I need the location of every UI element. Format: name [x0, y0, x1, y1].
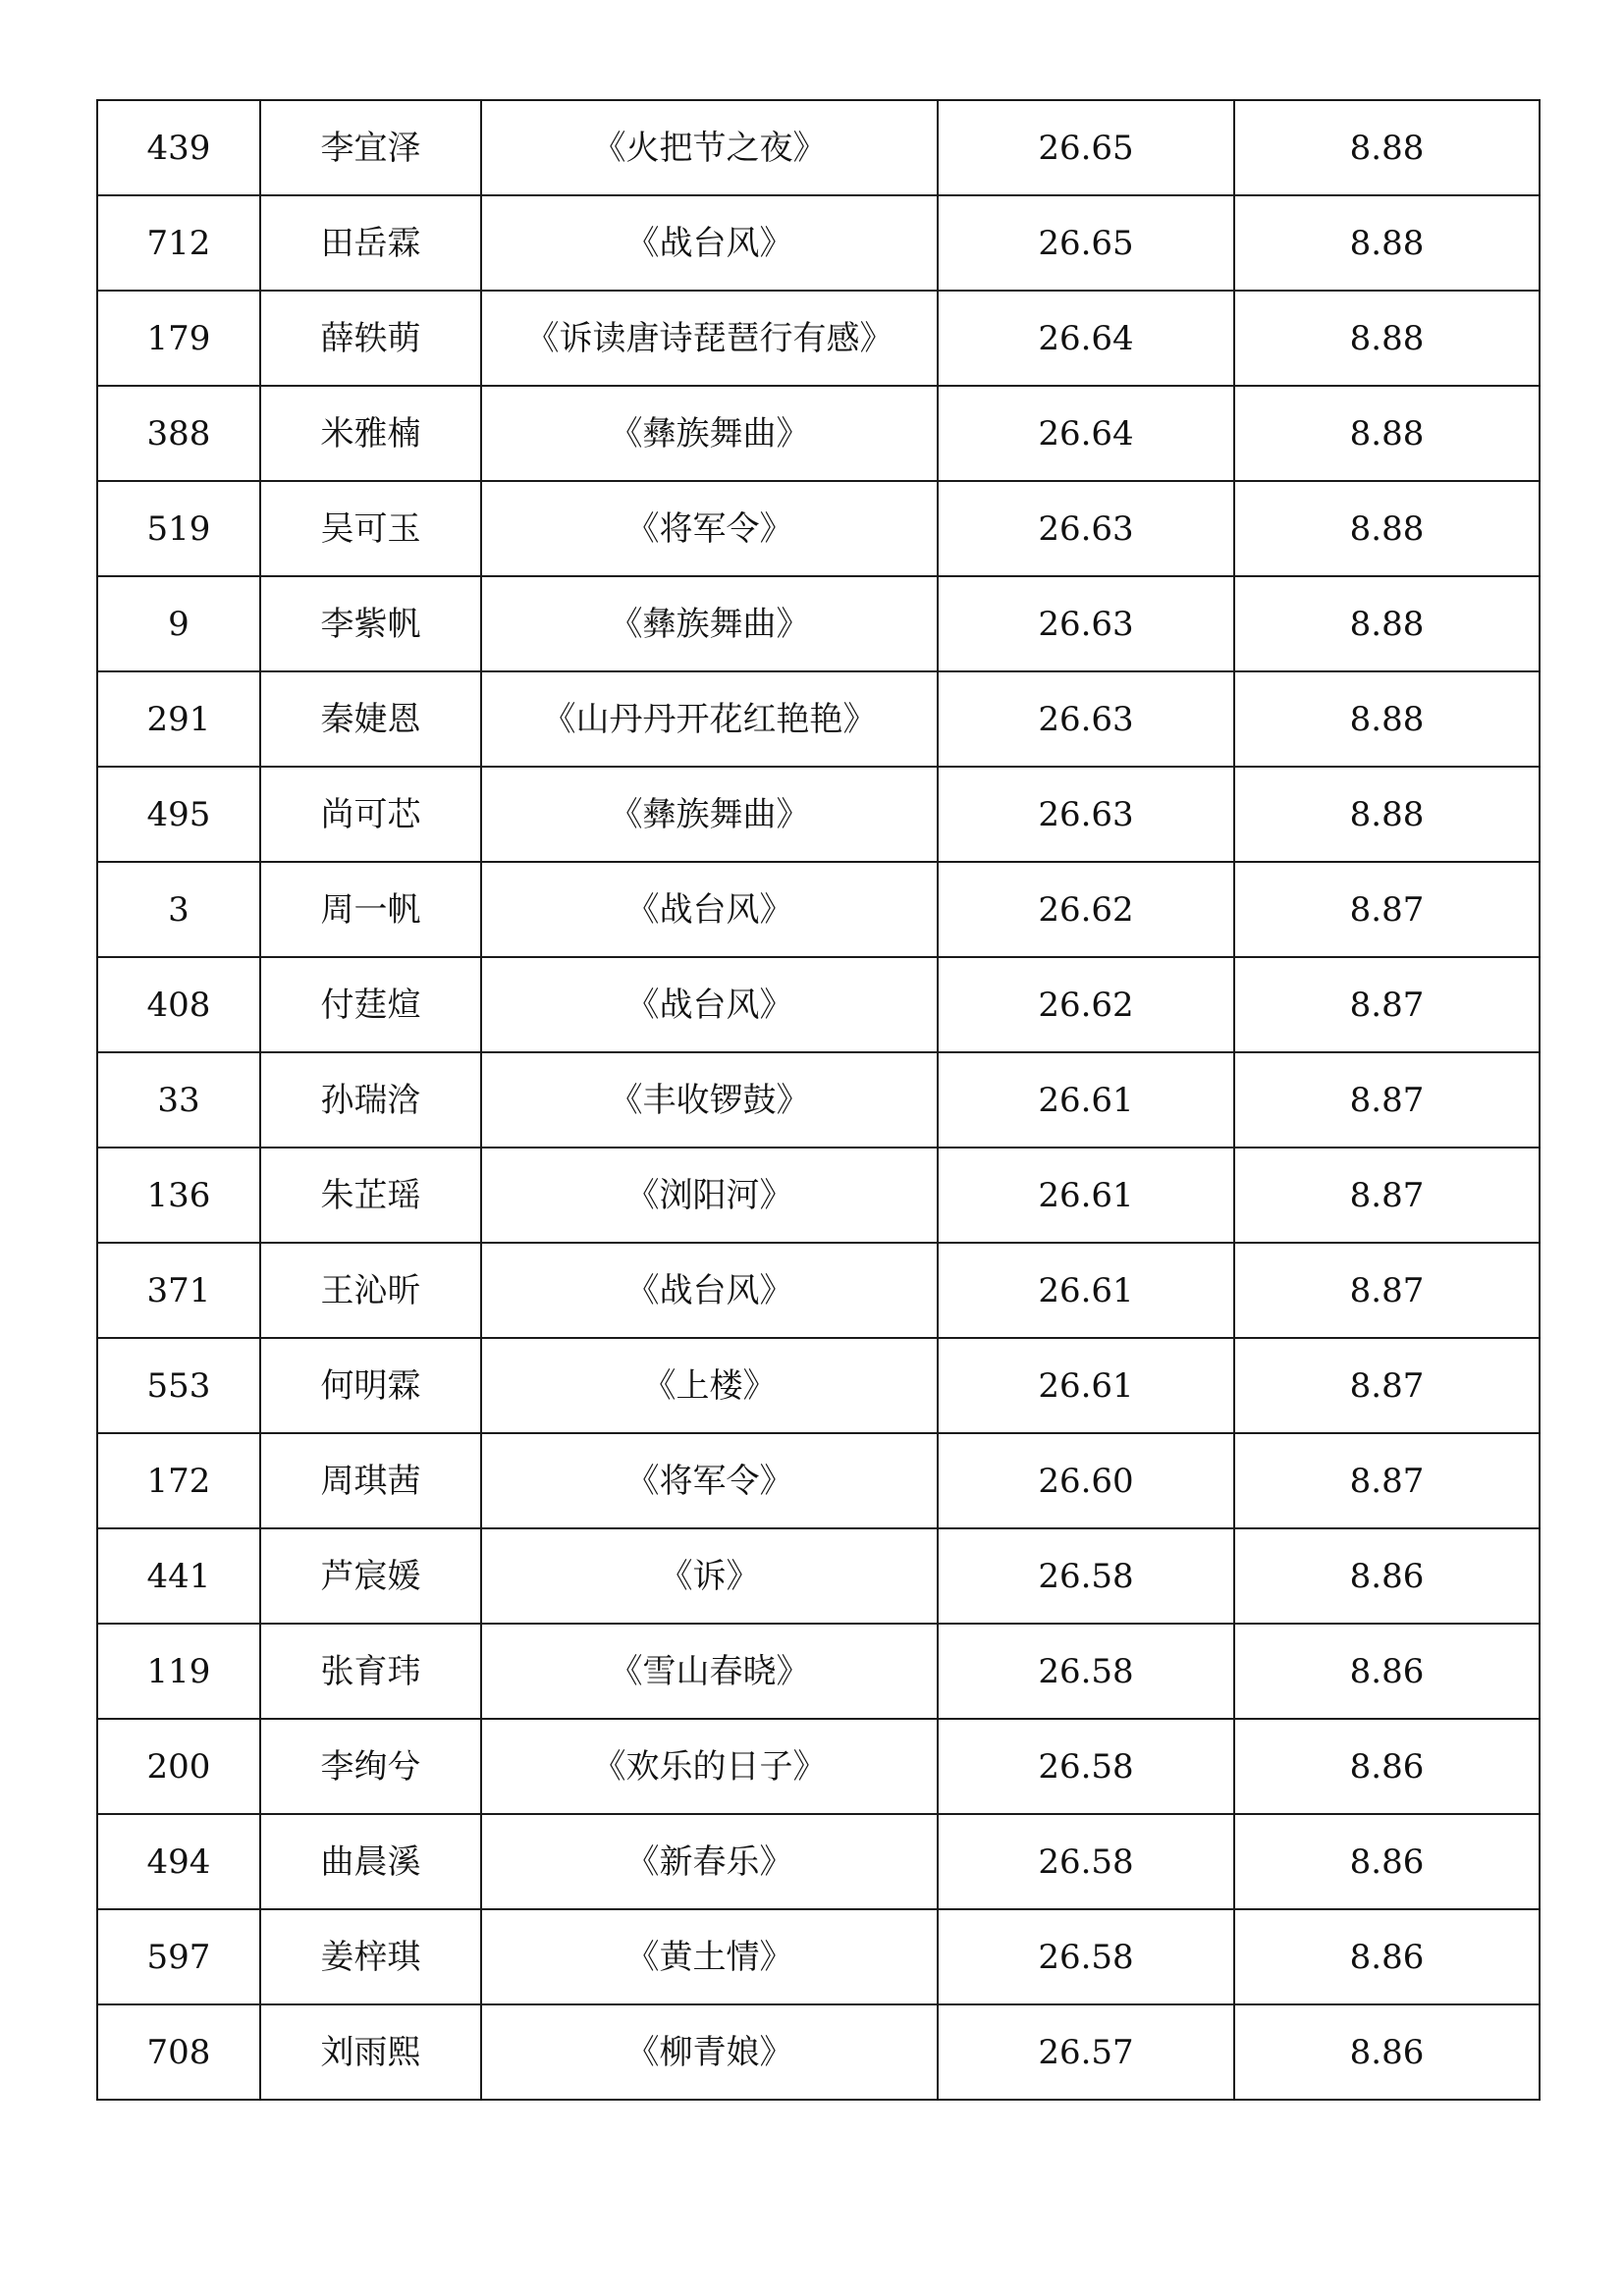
total-score-cell: 26.61	[938, 1052, 1234, 1148]
contestant-number-cell: 519	[97, 481, 260, 576]
total-score-cell: 26.65	[938, 195, 1234, 291]
total-score-cell: 26.58	[938, 1624, 1234, 1719]
contestant-number-cell: 597	[97, 1909, 260, 2004]
average-score-cell: 8.87	[1234, 1433, 1540, 1528]
average-score-cell: 8.86	[1234, 2004, 1540, 2100]
piece-title-cell: 《战台风》	[481, 957, 938, 1052]
total-score-cell: 26.63	[938, 481, 1234, 576]
total-score-cell: 26.63	[938, 576, 1234, 671]
contestant-name-cell: 张育玮	[260, 1624, 481, 1719]
average-score-cell: 8.88	[1234, 291, 1540, 386]
piece-title-cell: 《战台风》	[481, 195, 938, 291]
contestant-number-cell: 179	[97, 291, 260, 386]
average-score-cell: 8.88	[1234, 671, 1540, 767]
total-score-cell: 26.63	[938, 671, 1234, 767]
piece-title-cell: 《柳青娘》	[481, 2004, 938, 2100]
total-score-cell: 26.64	[938, 386, 1234, 481]
contestant-number-cell: 200	[97, 1719, 260, 1814]
piece-title-cell: 《山丹丹开花红艳艳》	[481, 671, 938, 767]
total-score-cell: 26.57	[938, 2004, 1234, 2100]
table-row	[97, 1052, 1540, 1148]
piece-title-cell: 《雪山春晓》	[481, 1624, 938, 1719]
total-score-cell: 26.64	[938, 291, 1234, 386]
average-score-cell: 8.87	[1234, 957, 1540, 1052]
table-row	[97, 1243, 1540, 1338]
contestant-name-cell: 周一帆	[260, 862, 481, 957]
table-row	[97, 195, 1540, 291]
contestant-number-cell: 712	[97, 195, 260, 291]
total-score-cell: 26.65	[938, 100, 1234, 195]
score-table-body	[97, 100, 1540, 2100]
contestant-name-cell: 李宜泽	[260, 100, 481, 195]
table-row	[97, 1528, 1540, 1624]
average-score-cell: 8.87	[1234, 1148, 1540, 1243]
total-score-cell: 26.62	[938, 862, 1234, 957]
table-row	[97, 1909, 1540, 2004]
piece-title-cell: 《丰收锣鼓》	[481, 1052, 938, 1148]
piece-title-cell: 《欢乐的日子》	[481, 1719, 938, 1814]
total-score-cell: 26.58	[938, 1909, 1234, 2004]
total-score-cell: 26.58	[938, 1814, 1234, 1909]
piece-title-cell: 《彝族舞曲》	[481, 386, 938, 481]
contestant-number-cell: 495	[97, 767, 260, 862]
score-table	[96, 99, 1541, 2101]
contestant-number-cell: 553	[97, 1338, 260, 1433]
contestant-number-cell: 388	[97, 386, 260, 481]
contestant-number-cell: 494	[97, 1814, 260, 1909]
table-row	[97, 862, 1540, 957]
average-score-cell: 8.88	[1234, 386, 1540, 481]
average-score-cell: 8.88	[1234, 195, 1540, 291]
average-score-cell: 8.88	[1234, 100, 1540, 195]
table-row	[97, 1433, 1540, 1528]
average-score-cell: 8.86	[1234, 1719, 1540, 1814]
table-row	[97, 767, 1540, 862]
table-row	[97, 481, 1540, 576]
table-row	[97, 2004, 1540, 2100]
table-row	[97, 671, 1540, 767]
average-score-cell: 8.88	[1234, 481, 1540, 576]
average-score-cell: 8.87	[1234, 1052, 1540, 1148]
contestant-name-cell: 付莛煊	[260, 957, 481, 1052]
contestant-name-cell: 周琪茜	[260, 1433, 481, 1528]
average-score-cell: 8.87	[1234, 862, 1540, 957]
average-score-cell: 8.86	[1234, 1624, 1540, 1719]
piece-title-cell: 《新春乐》	[481, 1814, 938, 1909]
table-row	[97, 100, 1540, 195]
total-score-cell: 26.62	[938, 957, 1234, 1052]
table-row	[97, 1148, 1540, 1243]
contestant-name-cell: 李紫帆	[260, 576, 481, 671]
table-row	[97, 1338, 1540, 1433]
contestant-name-cell: 孙瑞浛	[260, 1052, 481, 1148]
contestant-number-cell: 33	[97, 1052, 260, 1148]
contestant-number-cell: 708	[97, 2004, 260, 2100]
table-row	[97, 1624, 1540, 1719]
total-score-cell: 26.61	[938, 1338, 1234, 1433]
table-row	[97, 291, 1540, 386]
average-score-cell: 8.86	[1234, 1814, 1540, 1909]
average-score-cell: 8.88	[1234, 576, 1540, 671]
contestant-number-cell: 441	[97, 1528, 260, 1624]
piece-title-cell: 《将军令》	[481, 481, 938, 576]
contestant-name-cell: 朱芷瑶	[260, 1148, 481, 1243]
contestant-name-cell: 薛轶萌	[260, 291, 481, 386]
total-score-cell: 26.60	[938, 1433, 1234, 1528]
total-score-cell: 26.61	[938, 1148, 1234, 1243]
contestant-number-cell: 3	[97, 862, 260, 957]
table-row	[97, 386, 1540, 481]
average-score-cell: 8.86	[1234, 1909, 1540, 2004]
total-score-cell: 26.63	[938, 767, 1234, 862]
total-score-cell: 26.61	[938, 1243, 1234, 1338]
contestant-name-cell: 王沁昕	[260, 1243, 481, 1338]
table-row	[97, 1814, 1540, 1909]
piece-title-cell: 《彝族舞曲》	[481, 767, 938, 862]
contestant-number-cell: 9	[97, 576, 260, 671]
piece-title-cell: 《火把节之夜》	[481, 100, 938, 195]
average-score-cell: 8.87	[1234, 1338, 1540, 1433]
average-score-cell: 8.86	[1234, 1528, 1540, 1624]
total-score-cell: 26.58	[938, 1528, 1234, 1624]
piece-title-cell: 《战台风》	[481, 862, 938, 957]
contestant-name-cell: 姜梓琪	[260, 1909, 481, 2004]
contestant-name-cell: 米雅楠	[260, 386, 481, 481]
piece-title-cell: 《战台风》	[481, 1243, 938, 1338]
contestant-name-cell: 田岳霖	[260, 195, 481, 291]
contestant-number-cell: 119	[97, 1624, 260, 1719]
contestant-number-cell: 439	[97, 100, 260, 195]
contestant-name-cell: 芦宸媛	[260, 1528, 481, 1624]
contestant-name-cell: 吴可玉	[260, 481, 481, 576]
table-row	[97, 957, 1540, 1052]
piece-title-cell: 《浏阳河》	[481, 1148, 938, 1243]
piece-title-cell: 《黄土情》	[481, 1909, 938, 2004]
contestant-number-cell: 172	[97, 1433, 260, 1528]
average-score-cell: 8.88	[1234, 767, 1540, 862]
table-row	[97, 576, 1540, 671]
contestant-name-cell: 尚可芯	[260, 767, 481, 862]
contestant-number-cell: 408	[97, 957, 260, 1052]
contestant-name-cell: 秦婕恩	[260, 671, 481, 767]
table-row	[97, 1719, 1540, 1814]
piece-title-cell: 《诉读唐诗琵琶行有感》	[481, 291, 938, 386]
total-score-cell: 26.58	[938, 1719, 1234, 1814]
contestant-name-cell: 李绚兮	[260, 1719, 481, 1814]
contestant-number-cell: 371	[97, 1243, 260, 1338]
piece-title-cell: 《诉》	[481, 1528, 938, 1624]
piece-title-cell: 《彝族舞曲》	[481, 576, 938, 671]
contestant-name-cell: 何明霖	[260, 1338, 481, 1433]
piece-title-cell: 《上楼》	[481, 1338, 938, 1433]
average-score-cell: 8.87	[1234, 1243, 1540, 1338]
contestant-number-cell: 291	[97, 671, 260, 767]
contestant-name-cell: 曲晨溪	[260, 1814, 481, 1909]
piece-title-cell: 《将军令》	[481, 1433, 938, 1528]
contestant-name-cell: 刘雨熙	[260, 2004, 481, 2100]
contestant-number-cell: 136	[97, 1148, 260, 1243]
